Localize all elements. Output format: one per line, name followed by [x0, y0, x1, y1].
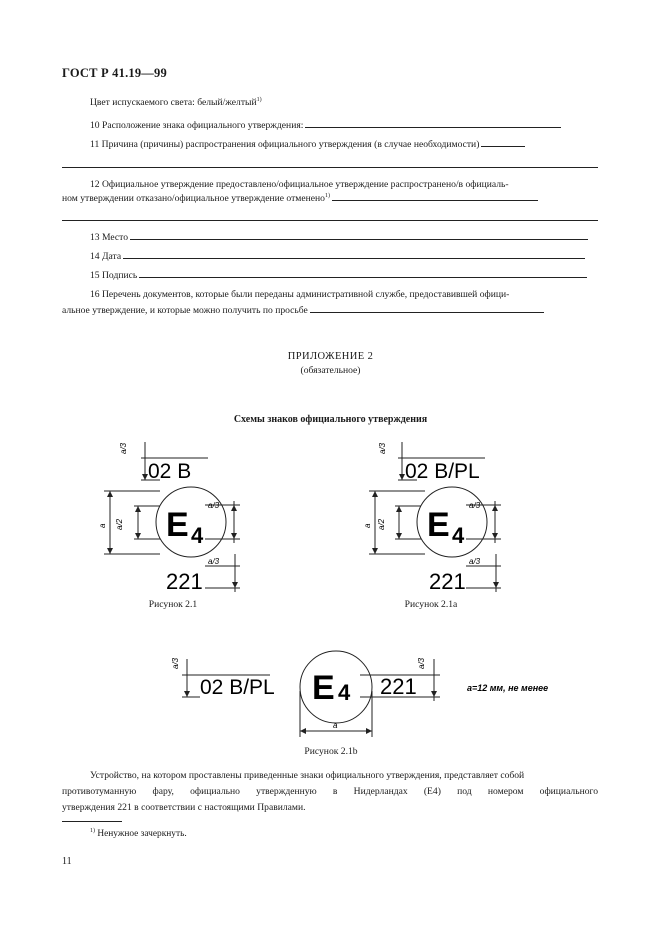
item-12-line2	[62, 193, 598, 204]
item-12-blank-line[interactable]	[62, 220, 598, 221]
item-11-line	[90, 139, 598, 150]
dim-a2-label: a/2	[115, 518, 124, 530]
item-13-blank[interactable]	[130, 238, 588, 240]
footnote-ref: 1)	[256, 97, 262, 103]
footnote-ref: 1)	[324, 193, 330, 199]
footnote-marker: 1)	[90, 828, 95, 834]
item-16-blank[interactable]	[310, 311, 544, 313]
item-14-blank[interactable]	[123, 257, 585, 259]
item-11-blank[interactable]	[481, 145, 525, 147]
body-text-line3: утверждения 221 в соответствии с настоящими Правилами.	[62, 802, 306, 813]
dim-a3-label: a/3	[119, 442, 128, 454]
item-14-line	[90, 251, 598, 262]
dim-a3-label: a/3	[378, 442, 387, 454]
approval-number: 221	[380, 674, 417, 699]
mark-letter: E	[427, 506, 450, 544]
dim-a-label: a	[333, 721, 338, 730]
figure-2-1-caption: Рисунок 2.1	[148, 599, 198, 610]
size-note: a=12 мм, не менее	[467, 683, 549, 693]
dim-a2-label: a/2	[377, 518, 386, 530]
item-10-blank[interactable]	[305, 126, 561, 128]
item-13-line	[90, 232, 598, 243]
figure-2-1b	[160, 645, 580, 740]
section-title: Схемы знаков официального утверждения	[233, 414, 428, 425]
item-15-line	[90, 270, 598, 281]
item-11-label: 11 Причина (причины) распространения официального утверждения (в случае необходимости)	[90, 139, 480, 150]
item-12-line1: 12 Официальное утверждение предоставлено/официальное утверждение распространено/в официаль-	[90, 179, 509, 190]
dim-a3-label: a/3	[171, 657, 180, 669]
dim-a3-label: a/3	[208, 501, 220, 510]
dim-a3-label: a/3	[417, 657, 426, 669]
mark-number: 4	[191, 523, 204, 548]
dim-a3-label: a/3	[469, 557, 481, 566]
mark-number: 4	[338, 680, 351, 705]
dim-a3-label: a/3	[208, 557, 220, 566]
body-text-line1: Устройство, на котором проставлены приведенные знаки официального утверждения, представляет собой	[90, 770, 525, 781]
page-number: 11	[62, 856, 72, 867]
dim-a-label: a	[363, 523, 372, 528]
item-15-label: 15 Подпись	[90, 270, 138, 281]
mark-letter: E	[166, 506, 189, 544]
figure-2-1b-caption: Рисунок 2.1b	[304, 746, 358, 757]
item-16-label: альное утверждение, и которые можно получить по просьбе	[62, 305, 308, 316]
item-16-line2	[62, 305, 598, 316]
dim-a-label: a	[98, 523, 107, 528]
footnote	[90, 828, 187, 839]
item-15-blank[interactable]	[139, 276, 587, 278]
regulation-code: 02 B	[148, 460, 192, 483]
item-13-label: 13 Место	[90, 232, 129, 243]
regulation-code: 02 B/PL	[200, 676, 275, 699]
mark-number: 4	[452, 523, 465, 548]
appendix-subtitle: (обязательное)	[300, 365, 361, 376]
item-14-label: 14 Дата	[90, 251, 122, 262]
document-code: ГОСТ Р 41.19—99	[62, 66, 167, 80]
mark-letter: E	[312, 669, 335, 707]
body-text-line2: противотуманную фару, официально утвержденную в Нидерландах (E4) под номером официального	[62, 786, 598, 797]
approval-number: 221	[429, 569, 466, 594]
dim-a3-label: a/3	[469, 501, 481, 510]
footnote-divider	[62, 821, 122, 822]
item-11-blank-line[interactable]	[62, 167, 598, 168]
figure-2-1a-caption: Рисунок 2.1a	[404, 599, 458, 610]
regulation-code: 02 B/PL	[405, 460, 480, 483]
light-color-label: Цвет испускаемого света: белый/желтый	[90, 97, 257, 109]
figure-2-1a	[365, 436, 515, 596]
light-color-line	[90, 97, 262, 108]
item-12-blank[interactable]	[332, 199, 538, 201]
figure-2-1	[100, 436, 250, 596]
appendix-title: ПРИЛОЖЕНИЕ 2	[287, 351, 374, 362]
footnote-text: Ненужное зачеркнуть.	[97, 829, 187, 840]
item-16-line1: 16 Перечень документов, которые были переданы административной службе, предоставившей офици-	[90, 289, 510, 300]
item-10-label: 10 Расположение знака официального утверждения:	[90, 120, 304, 131]
item-12-label: ном утверждении отказано/официальное утверждение отменено	[62, 193, 325, 205]
approval-number: 221	[166, 569, 203, 594]
item-10-line	[90, 120, 598, 131]
